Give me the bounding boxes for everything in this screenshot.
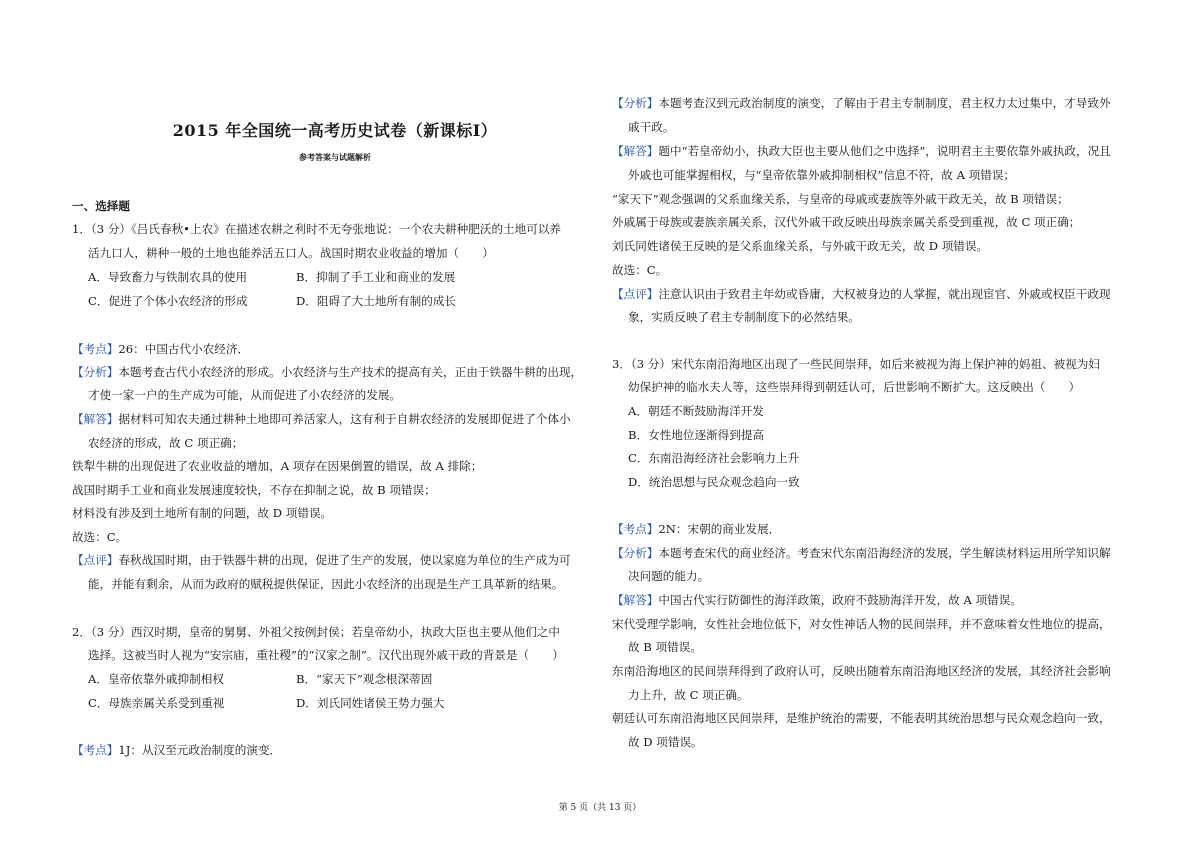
jieda-tag: 【解答】 — [72, 412, 119, 426]
q3-stem-line1: 3．（3 分）宋代东南沿海地区出现了一些民间崇拜，如后来被视为海上保护神的妈祖、被视为妇 — [612, 357, 1100, 371]
q2-dianping — [612, 282, 1111, 306]
dianping-tag: 【点评】 — [612, 287, 659, 301]
q2-line-b: “家天下”观念强调的父系血缘关系，与皇帝的母戚或妻族等外戚干政无关，故 B 项错误； — [612, 192, 1069, 206]
q2-line-d: 刘氏同姓诸侯王反映的是父系血缘关系，与外戚干政无关，故 D 项错误。 — [612, 239, 989, 253]
q1-fenxi — [72, 360, 582, 384]
q1-line-a: 铁犁牛耕的出现促进了农业收益的增加，A 项存在因果倒置的错误，故 A 排除； — [72, 459, 483, 473]
q2-option-c: C．母族亲属关系受到重视 — [88, 696, 225, 710]
q2-option-b: B．“家天下”观念根深蒂固 — [296, 672, 433, 686]
q2-option-d: D．刘氏同姓诸侯王势力强大 — [296, 696, 445, 710]
kaodian-tag: 【考点】 — [72, 342, 119, 356]
dianping-tag: 【点评】 — [72, 553, 119, 567]
q2-fenxi — [612, 91, 1111, 115]
q1-fenxi-cont: 才使一家一户的生产成为可能，从而促进了小农经济的发展。 — [88, 388, 402, 402]
q3-kaodian-text: 2N：宋朝的商业发展． — [658, 522, 781, 536]
q1-jieda-text: 据材料可知农夫通过耕种土地即可养活家人，这有利于自耕农经济的发展即促进了个体小 — [118, 412, 571, 426]
q2-fenxi-text: 本题考查汉到元政治制度的演变，了解由于君主专制制度，君主权力太过集中，才导致外 — [658, 96, 1111, 110]
q2-fenxi-cont: 戚干政。 — [628, 120, 675, 134]
q1-option-a: A．导致畜力与铁制农具的使用 — [88, 270, 248, 284]
q1-fenxi-text: 本题考查古代小农经济的形成。小农经济与生产技术的提高有关，正由于铁器牛耕的出现， — [118, 365, 583, 379]
q2-dianping-cont: 象，实质反映了君主专制制度下的必然结果。 — [628, 310, 860, 324]
q2-dianping-text: 注意认识由于致君主年幼或昏庸，大权被身边的人掌握，就出现宦官、外戚或权臣干政现 — [658, 287, 1111, 301]
jieda-tag: 【解答】 — [612, 144, 659, 158]
page-title: 2015 年全国统一高考历史试卷（新课标Ⅰ） — [172, 121, 498, 140]
fenxi-tag: 【分析】 — [612, 546, 659, 560]
q3-line-d-cont: 故 D 项错误。 — [628, 735, 703, 749]
q1-stem-line1: 1．（3 分）《吕氏春秋•上农》在描述农耕之利时不无夸张地说：一个农夫耕种肥沃的土地可以养 — [72, 222, 562, 236]
section-heading: 一、选择题 — [72, 199, 130, 213]
page-subtitle: 参考答案与试题解析 — [299, 152, 371, 162]
q2-answer: 故选：C。 — [612, 263, 668, 277]
kaodian-tag: 【考点】 — [72, 743, 119, 757]
q1-option-b: B．抑制了手工业和商业的发展 — [296, 270, 456, 284]
q1-line-b: 战国时期手工业和商业发展速度较快，不存在抑制之说，故 B 项错误； — [72, 483, 436, 497]
q3-fenxi-text: 本题考查宋代的商业经济。考查宋代东南沿海经济的发展，学生解读材料运用所学知识解 — [658, 546, 1111, 560]
q2-stem-line2: 选择。这被当时人视为“安宗庙，重社稷”的“汉家之制”。汉代出现外戚干政的背景是（ ） — [88, 648, 564, 662]
q1-line-d: 材料没有涉及到土地所有制的问题，故 D 项错误。 — [72, 506, 333, 520]
fenxi-tag: 【分析】 — [612, 96, 659, 110]
q1-stem-line2: 活九口人，耕种一般的土地也能养活五口人。战国时期农业收益的增加（ ） — [88, 246, 494, 260]
q1-option-d: D．阻碍了大土地所有制的成长 — [296, 294, 457, 308]
q3-jieda-text: 中国古代实行防御性的海洋政策，政府不鼓励海洋开发，故 A 项错误。 — [658, 593, 1022, 607]
page-footer: 第 5 页（共 13 页） — [558, 803, 642, 813]
q3-option-b: B．女性地位逐渐得到提高 — [628, 428, 765, 442]
q3-option-d: D．统治思想与民众观念趋向一致 — [628, 475, 800, 489]
q2-option-a: A．皇帝依靠外戚抑制相权 — [88, 672, 224, 686]
q3-fenxi-cont: 决问题的能力。 — [628, 569, 710, 583]
kaodian-tag: 【考点】 — [612, 522, 659, 536]
q3-option-c: C．东南沿海经济社会影响力上升 — [628, 451, 800, 465]
q2-jieda-cont: 外戚也可能掌握相权，与“皇帝依靠外戚抑制相权”信息不符，故 A 项错误； — [628, 168, 1016, 182]
q1-dianping — [72, 548, 571, 572]
q2-line-c: 外戚属于母族或妻族亲属关系，汉代外戚干政反映出母族亲属关系受到重视，故 C 项正确； — [612, 215, 1081, 229]
q1-jieda-cont: 农经济的形成，故 C 项正确； — [88, 436, 244, 450]
q1-kaodian — [72, 337, 249, 361]
q3-line-b-cont: 故 B 项错误。 — [628, 640, 702, 654]
q2-stem-line1: 2．（3 分）西汉时期，皇帝的舅舅、外祖父按例封侯；若皇帝幼小，执政大臣也主要从他们之中 — [72, 625, 560, 639]
q3-line-c: 东南沿海地区的民间崇拜得到了政府认可，反映出随着东南沿海地区经济的发展，其经济社会影响 — [612, 664, 1111, 678]
q3-fenxi — [612, 541, 1111, 565]
q2-kaodian — [72, 738, 281, 762]
q3-line-c-cont: 力上升，故 C 项正确。 — [628, 688, 749, 702]
q2-jieda — [612, 139, 1111, 163]
q3-line-b: 宋代受理学影响，女性社会地位低下，对女性神话人物的民间崇拜，并不意味着女性地位的提高， — [612, 617, 1111, 631]
q3-line-d: 朝廷认可东南沿海地区民间崇拜，是维护统治的需要，不能表明其统治思想与民众观念趋向一致， — [612, 711, 1111, 725]
fenxi-tag: 【分析】 — [72, 365, 119, 379]
q1-jieda — [72, 407, 571, 431]
q3-stem-line2: 幼保护神的临水夫人等，这些崇拜得到朝廷认可，后世影响不断扩大。这反映出（ ） — [628, 380, 1081, 394]
jieda-tag: 【解答】 — [612, 593, 659, 607]
q3-kaodian — [612, 517, 780, 541]
q1-option-c: C．促进了个体小农经济的形成 — [88, 294, 248, 308]
q2-jieda-text: 题中“若皇帝幼小，执政大臣也主要从他们之中选择”，说明君主主要依靠外戚执政，况且 — [658, 144, 1111, 158]
q1-answer: 故选：C。 — [72, 530, 128, 544]
q1-dianping-text: 春秋战国时期，由于铁器牛耕的出现，促进了生产的发展，使以家庭为单位的生产成为可 — [118, 553, 571, 567]
q2-kaodian-text: 1J：从汉至元政治制度的演变． — [118, 743, 282, 757]
q3-jieda — [612, 588, 1022, 612]
q1-dianping-cont: 能，并能有剩余，从而为政府的赋税提供保证，因此小农经济的出现是生产工具革新的结果。 — [88, 577, 564, 591]
q3-option-a: A．朝廷不断鼓励海洋开发 — [628, 404, 764, 418]
q1-kaodian-text: 26：中国古代小农经济． — [118, 342, 250, 356]
